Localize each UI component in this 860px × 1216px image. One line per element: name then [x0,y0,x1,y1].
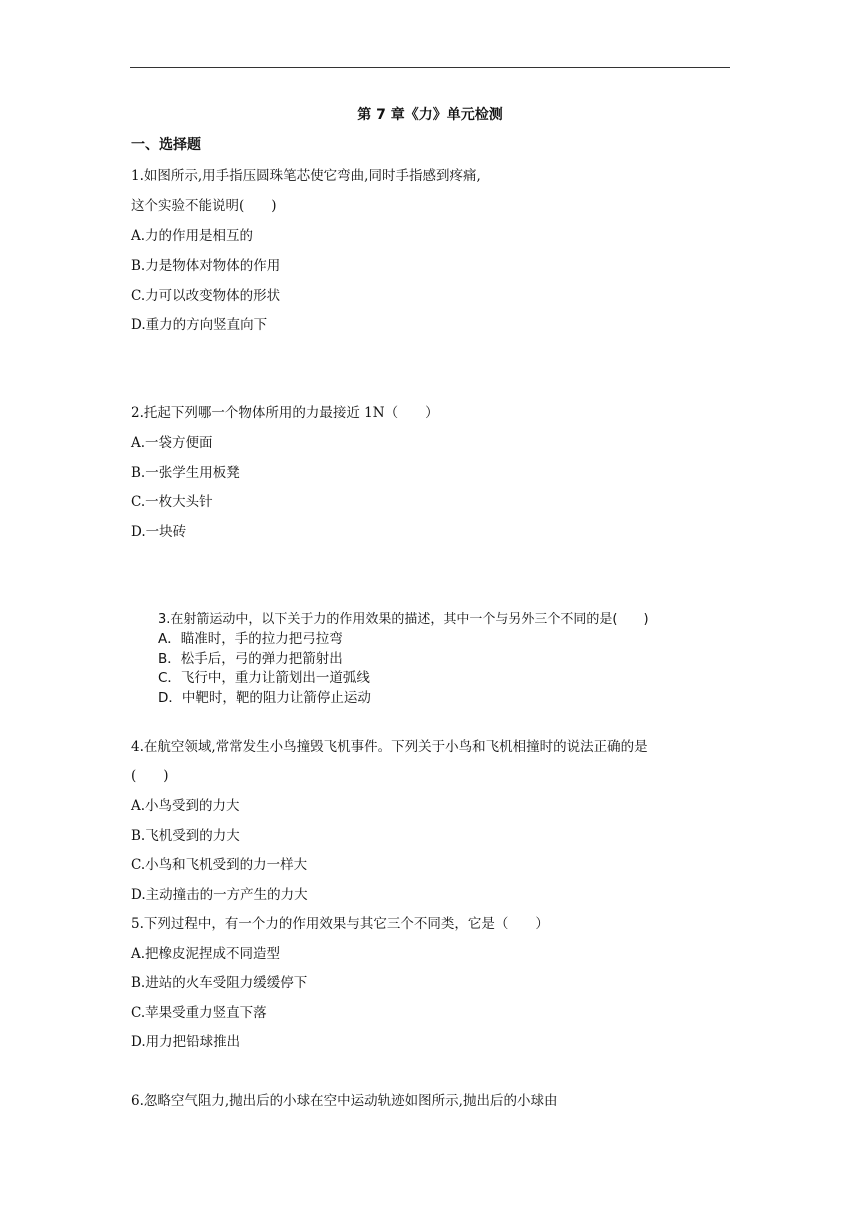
question-3-option-a: A．瞄准时，手的拉力把弓拉弯 [158,631,343,647]
question-2-option-a: A.一袋方便面 [131,435,213,451]
question-4-option-a: A.小鸟受到的力大 [131,798,240,814]
question-5-option-c: C.苹果受重力竖直下落 [131,1005,267,1021]
question-1-option-d: D.重力的方向竖直向下 [131,317,268,333]
question-1-stem-line-2: 这个实验不能说明( ) [131,198,277,214]
question-6-stem: 6.忽略空气阻力,抛出后的小球在空中运动轨迹如图所示,抛出后的小球由 [131,1093,558,1109]
question-4-stem-line-2: ( ) [131,768,169,784]
question-5-option-a: A.把橡皮泥捏成不同造型 [131,946,281,962]
section-heading: 一、选择题 [131,137,201,153]
question-1-stem-line-1: 1.如图所示,用手指压圆珠笔芯使它弯曲,同时手指感到疼痛, [131,168,481,184]
question-3-option-b: B．松手后，弓的弹力把箭射出 [158,651,343,667]
question-1-option-a: A.力的作用是相互的 [131,228,254,244]
question-3-option-c: C．飞行中，重力让箭划出一道弧线 [158,670,370,686]
question-2-stem: 2.托起下列哪一个物体所用的力最接近 1N（ ） [131,405,439,421]
question-2-option-b: B.一张学生用板凳 [131,465,240,481]
question-2-option-c: C.一枚大头针 [131,494,213,510]
question-5-stem: 5.下列过程中，有一个力的作用效果与其它三个不同类，它是（ ） [131,916,549,932]
question-3-stem: 3.在射箭运动中，以下关于力的作用效果的描述，其中一个与另外三个不同的是( ) [158,612,649,627]
page-title: 第 7 章《力》单元检测 [357,107,503,123]
question-4-option-c: C.小鸟和飞机受到的力一样大 [131,857,308,873]
question-4-option-b: B.飞机受到的力大 [131,828,240,844]
question-4-option-d: D.主动撞击的一方产生的力大 [131,887,308,903]
header-rule [130,67,730,68]
question-3-option-d: D．中靶时，靶的阻力让箭停止运动 [158,690,371,706]
question-5-option-b: B.进站的火车受阻力缓缓停下 [131,975,308,991]
question-1-option-c: C.力可以改变物体的形状 [131,288,281,304]
question-4-stem-line-1: 4.在航空领域,常常发生小鸟撞毁飞机事件。下列关于小鸟和飞机相撞时的说法正确的是 [131,739,648,755]
question-1-option-b: B.力是物体对物体的作用 [131,258,281,274]
question-2-option-d: D.一块砖 [131,524,187,540]
question-5-option-d: D.用力把铅球推出 [131,1034,241,1050]
